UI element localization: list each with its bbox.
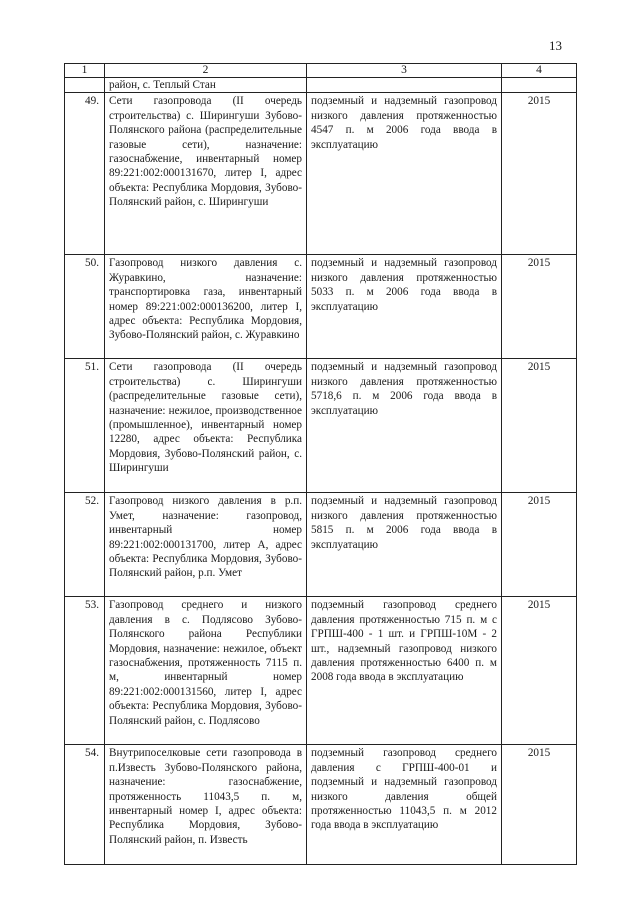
year: 2015 [502,255,577,359]
object-name: Внутрипоселковые сети газопровода в п.Известь Зубово-Полянского района, назначение: газоснабжение, протяженность 11043,5 п. м, инвентарный номер I, адрес объекта: Республика Мордовия, Зубово-Полянский район, п. Известь [105,745,307,865]
object-name: Газопровод среднего и низкого давления в с. Подлясово Зубово-Полянского района Республики Мордовия, назначение: нежилое, объект газоснабжения, протяженность 7115 п. м, инвентарный номер 89:221:002:000131560, литер I, адрес объекта: Республика Мордовия, Зубово-Полянский район, с. Подлясово [105,597,307,745]
object-name: Сети газопровода (II очередь строительства) с. Ширингуши (распределительные газовые сети), назначение: нежилое, производственное (промышленное), инвентарный номер 12280, адрес объекта: Республика Мордовия, Зубово-Полянский район, с. Ширингуши [105,359,307,493]
header-row [65,64,577,78]
continuation-text: район, с. Теплый Стан [105,78,307,93]
row-number: 50. [65,255,105,359]
row-number: 53. [65,597,105,745]
year: 2015 [502,745,577,865]
year: 2015 [502,359,577,493]
row-number: 51. [65,359,105,493]
row-number: 49. [65,93,105,255]
header-col-1: 1 [65,64,105,78]
object-description: подземный газопровод среднего давления протяженностью 715 п. м с ГРПШ-400 - 1 шт. и ГРПШ-10М - 2 шт., надземный газопровод низкого давления протяженностью 6400 п. м 2008 года ввода в эксплуатацию [307,597,502,745]
property-table [64,63,577,865]
year: 2015 [502,597,577,745]
table-row [65,745,577,865]
header-col-4: 4 [502,64,577,78]
row-number: 54. [65,745,105,865]
table-row [65,93,577,255]
year: 2015 [502,93,577,255]
header-col-2: 2 [105,64,307,78]
object-description: подземный и надземный газопровод низкого давления протяженностью 4547 п. м 2006 года ввода в эксплуатацию [307,93,502,255]
table-row [65,359,577,493]
object-name: Газопровод низкого давления в р.п. Умет, назначение: газопровод, инвентарный номер 89:221:002:000131700, литер А, адрес объекта: Республика Мордовия, Зубово-Полянский район, р.п. Умет [105,493,307,597]
table-row [65,255,577,359]
object-description: подземный и надземный газопровод низкого давления протяженностью 5718,6 п. м 2006 года ввода в эксплуатацию [307,359,502,493]
object-name: Газопровод низкого давления с. Журавкино, назначение: транспортировка газа, инвентарный номер 89:221:002:000136200, литер I, адрес объекта: Республика Мордовия, Зубово-Полянский район, с. Журавкино [105,255,307,359]
object-name: Сети газопровода (II очередь строительства) с. Ширингуши Зубово-Полянского района (распределительные газовые сети), назначение: газоснабжение, инвентарный номер 89:221:002:000131670, литер I, адрес объекта: Республика Мордовия, Зубово-Полянский район, с. Ширингуши [105,93,307,255]
page-number: 13 [549,38,562,53]
row-number: 52. [65,493,105,597]
year: 2015 [502,493,577,597]
continuation-row [65,78,577,93]
table-row [65,493,577,597]
header-col-3: 3 [307,64,502,78]
object-description: подземный и надземный газопровод низкого давления протяженностью 5033 п. м 2006 года ввода в эксплуатацию [307,255,502,359]
object-description: подземный и надземный газопровод низкого давления протяженностью 5815 п. м 2006 года ввода в эксплуатацию [307,493,502,597]
object-description: подземный газопровод среднего давления с ГРПШ-400-01 и подземный и надземный газопровод низкого давления общей протяженностью 11043,5 п. м 2012 года ввода в эксплуатацию [307,745,502,865]
table-row [65,597,577,745]
